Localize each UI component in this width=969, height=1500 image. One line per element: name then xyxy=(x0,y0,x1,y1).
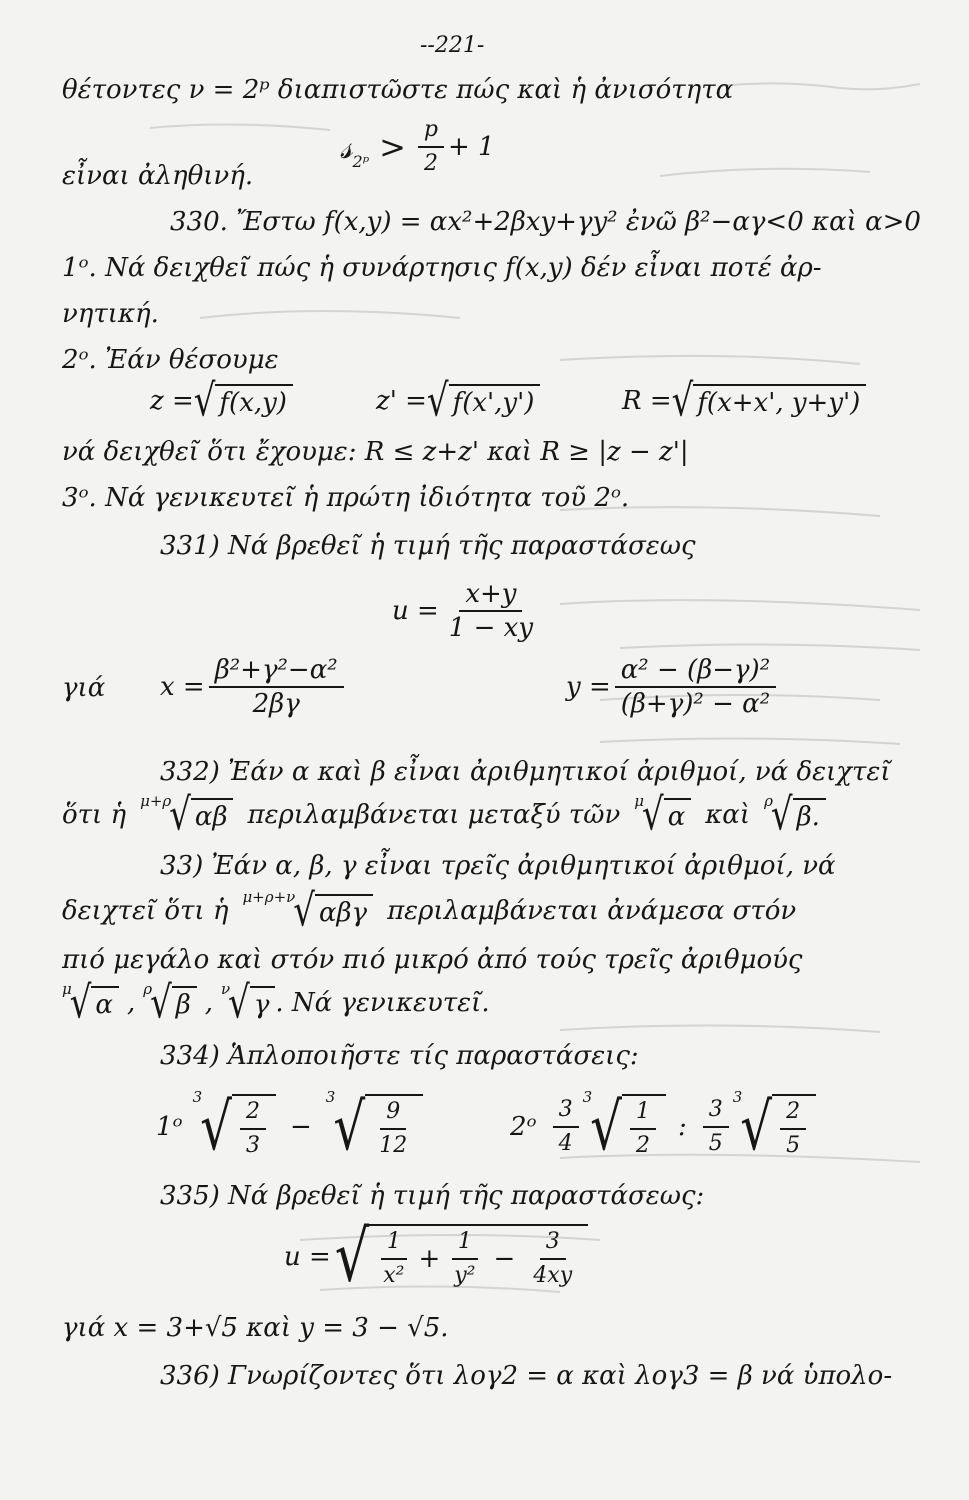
problem-333-line-2 xyxy=(62,885,797,937)
radicand xyxy=(622,1094,666,1160)
radical-sign-icon: √ xyxy=(200,1089,232,1165)
fraction-numerator: 3 xyxy=(553,1096,579,1128)
fraction-numerator: 9 xyxy=(380,1098,406,1130)
fraction-numerator: 3 xyxy=(703,1096,729,1128)
problem-330-part-1-cont: νητική. xyxy=(62,299,159,329)
sqrt-z-prime xyxy=(426,375,541,427)
sqrt-u xyxy=(334,1215,588,1298)
fraction-denominator: 2 xyxy=(423,151,438,176)
root-rho-b xyxy=(143,977,197,1029)
radicand xyxy=(772,1094,816,1160)
R-lhs: R = xyxy=(622,386,672,416)
comma: , xyxy=(126,988,136,1018)
radical-sign-icon: √ xyxy=(740,1089,773,1165)
text-fragment: ὅτι ἡ xyxy=(62,800,127,830)
fraction-numerator: p xyxy=(418,116,444,148)
fraction-u xyxy=(443,580,539,642)
radical-sign-icon: √ xyxy=(770,789,793,841)
radical-sign-icon: √ xyxy=(228,977,250,1029)
problem-330-to-show: νά δειχθεῖ ὅτι ἔχουμε: R ≤ z+z' καὶ R ≥ |z − z'| xyxy=(62,437,689,467)
radicand: γ xyxy=(250,986,276,1020)
fraction-numerator: 1 xyxy=(630,1098,656,1130)
fraction-x xyxy=(209,656,344,718)
fraction-numerator: 2 xyxy=(240,1098,266,1130)
problem-333-line-3: πιό μεγάλο καὶ στόν πιό μικρό ἀπό τούς τρεῖς ἀριθμούς xyxy=(62,945,803,975)
fraction xyxy=(780,1098,806,1160)
cube-root-2-3 xyxy=(192,1088,276,1165)
definition-z xyxy=(150,375,293,427)
root-index: 3 xyxy=(325,1088,336,1106)
fraction-denominator: 4xy xyxy=(533,1263,573,1288)
problem-330-part-1: 1ᵒ. Νά δειχθεῖ πώς ἡ συνάρτησις f(x,y) δέν εἶναι ποτέ ἀρ- xyxy=(62,253,822,283)
fraction-numerator: 1 xyxy=(381,1228,407,1260)
fraction-denominator: 4 xyxy=(558,1131,573,1156)
function-symbol: 𝓈 xyxy=(340,127,353,167)
radical-sign-icon: √ xyxy=(426,375,449,427)
expression-334-1 xyxy=(156,1088,423,1165)
radical-sign-icon: √ xyxy=(590,1089,622,1165)
minus-sign: − xyxy=(493,1244,516,1274)
z-prime-lhs: z' = xyxy=(376,386,427,416)
plus-one: + 1 xyxy=(448,132,495,162)
inequality-formula xyxy=(340,116,495,178)
radicand: α xyxy=(91,986,119,1020)
fraction-numerator: β²+γ²−α² xyxy=(209,656,344,688)
fraction-denominator: 5 xyxy=(708,1131,723,1156)
fraction-denominator: 2βγ xyxy=(252,689,300,719)
cube-root-9-12 xyxy=(325,1088,423,1165)
fraction-numerator: 2 xyxy=(780,1098,806,1130)
expression-u-335 xyxy=(284,1215,588,1298)
fraction-denominator: 2 xyxy=(635,1133,650,1158)
radical-sign-icon: √ xyxy=(334,1215,370,1298)
fraction-denominator: 3 xyxy=(245,1133,260,1158)
radicand: β xyxy=(172,986,197,1020)
problem-330-part-2: 2ᵒ. Ἐάν θέσουμε xyxy=(62,345,279,375)
fraction-numerator: α² − (β−γ)² xyxy=(615,656,776,688)
fraction-denominator: 12 xyxy=(379,1133,408,1158)
problem-335-statement: 335) Νά βρεθεῖ ἡ τιμή τῆς παραστάσεως: xyxy=(160,1181,705,1211)
fraction-numerator: 1 xyxy=(452,1228,478,1260)
root-mu-a xyxy=(634,789,691,841)
minus-sign: − xyxy=(289,1112,312,1142)
expression-334-2 xyxy=(510,1088,816,1165)
radicand: f(x+x', y+y') xyxy=(693,384,866,418)
problem-331-statement: 331) Νά βρεθεῖ ἡ τιμή τῆς παραστάσεως xyxy=(160,531,696,561)
y-lhs: y = xyxy=(566,672,611,702)
radical-sign-icon: √ xyxy=(333,1089,366,1165)
radicand: f(x',y') xyxy=(449,384,541,418)
definition-R xyxy=(622,375,866,427)
radical-sign-icon: √ xyxy=(642,789,664,841)
fraction xyxy=(630,1098,656,1160)
item-label: 2ᵒ xyxy=(510,1112,537,1142)
radical-sign-icon: √ xyxy=(169,789,191,841)
root-index: μ+ρ+ν xyxy=(242,888,296,906)
intro-line: θέτοντες ν = 2ᵖ διαπιστῶστε πώς καὶ ἡ ἀνισότητα xyxy=(62,75,734,105)
text-fragment: περιλαμβάνεται μεταξύ τῶν xyxy=(247,800,621,830)
radical-sign-icon: √ xyxy=(150,977,172,1029)
item-label: 1ᵒ xyxy=(156,1112,183,1142)
plus-sign: + xyxy=(418,1244,441,1274)
fraction-denominator: 1 − xy xyxy=(448,613,534,643)
fraction-p-over-2 xyxy=(418,116,444,178)
page-number: --221- xyxy=(420,33,485,58)
text-fragment: δειχτεῖ ὅτι ἡ xyxy=(62,896,229,926)
root-mu-rho-nu-abg xyxy=(242,885,373,937)
radicand: αβ xyxy=(191,798,234,832)
root-index: 3 xyxy=(582,1088,593,1106)
radicand: f(x,y) xyxy=(215,384,293,418)
radical-sign-icon: √ xyxy=(193,375,216,427)
fraction-denominator: y² xyxy=(454,1263,476,1288)
root-rho-b xyxy=(764,789,826,841)
radicand xyxy=(365,1094,423,1160)
root-index: ρ xyxy=(764,792,773,810)
fraction-denominator: x² xyxy=(383,1263,405,1288)
u-lhs: u = xyxy=(392,596,439,626)
comma: , xyxy=(204,988,214,1018)
problem-336-statement: 336) Γνωρίζοντες ὅτι λογ2 = α καὶ λογ3 = β νά ὑπολο- xyxy=(160,1361,893,1391)
root-mu-rho-ab xyxy=(140,789,233,841)
root-index: μ+ρ xyxy=(140,792,172,810)
expression-u xyxy=(392,580,543,642)
fraction-denominator: 5 xyxy=(786,1133,801,1158)
greater-than: > xyxy=(379,128,406,166)
for-label: γιά xyxy=(62,673,106,703)
z-lhs: z = xyxy=(150,386,194,416)
radicand: α xyxy=(664,798,692,832)
problem-333-statement: 33) Ἐάν α, β, γ εἶναι τρεῖς ἀριθμητικοί ἀριθμοί, νά xyxy=(160,851,836,881)
root-nu-g xyxy=(221,977,275,1029)
text-fragment: καὶ xyxy=(705,800,751,830)
problem-330-part-3: 3ᵒ. Νά γενικευτεῖ ἡ πρώτη ἰδιότητα τοῦ 2ᵒ. xyxy=(62,483,630,513)
root-mu-a xyxy=(62,977,119,1029)
fraction-denominator: (β+γ)² − α² xyxy=(620,689,771,719)
text-fragment: . Νά γενικευτεῖ. xyxy=(275,988,490,1018)
fraction-numerator: 3 xyxy=(540,1228,566,1260)
fraction xyxy=(240,1098,266,1160)
fraction xyxy=(448,1228,481,1290)
root-index: 3 xyxy=(732,1088,743,1106)
fraction xyxy=(553,1096,579,1158)
problem-334-statement: 334) Ἁπλοποιῆστε τίς παραστάσεις: xyxy=(160,1041,639,1071)
radical-sign-icon: √ xyxy=(293,885,315,937)
problem-335-values: γιά x = 3+√5 καὶ y = 3 − √5. xyxy=(62,1313,449,1343)
sqrt-R xyxy=(671,375,867,427)
text-fragment: περιλαμβάνεται ἀνάμεσα στόν xyxy=(387,896,797,926)
expression-y xyxy=(566,656,780,718)
root-index: 3 xyxy=(192,1088,203,1106)
division-sign: : xyxy=(677,1112,687,1142)
fraction xyxy=(377,1228,410,1290)
problem-333-line-4 xyxy=(62,977,490,1029)
problem-332-line-2 xyxy=(62,789,826,841)
radicand xyxy=(369,1224,588,1290)
radical-sign-icon: √ xyxy=(69,977,92,1029)
function-subscript: 2ᵖ xyxy=(352,151,370,171)
root-index: ν xyxy=(221,980,231,998)
fraction xyxy=(527,1228,578,1290)
root-index: μ xyxy=(62,980,72,998)
fraction xyxy=(373,1098,413,1160)
definition-z-prime xyxy=(376,375,540,427)
radicand: αβγ xyxy=(315,894,373,928)
problem-332-statement: 332) Ἐάν α καὶ β εἶναι ἀριθμητικοί ἀριθμοί, νά δειχτεῖ xyxy=(160,757,891,787)
x-lhs: x = xyxy=(160,672,205,702)
cube-root-1-2 xyxy=(582,1088,666,1165)
sqrt-z xyxy=(193,375,293,427)
root-index: μ xyxy=(634,792,645,810)
root-index: ρ xyxy=(143,980,153,998)
expression-x xyxy=(160,656,348,718)
fraction xyxy=(703,1096,729,1158)
problem-330-statement: 330. Ἔστω f(x,y) = αx²+2βxy+γy² ἐνῶ β²−αγ<0 καὶ α>0 xyxy=(170,207,921,237)
u-lhs: u = xyxy=(284,1242,331,1272)
fraction-y xyxy=(615,656,776,718)
radical-sign-icon: √ xyxy=(671,375,694,427)
text-line: εἶναι ἀληθινή. xyxy=(62,161,254,191)
cube-root-2-5 xyxy=(732,1088,816,1165)
radicand xyxy=(232,1094,276,1160)
fraction-numerator: x+y xyxy=(459,580,522,612)
radicand: β. xyxy=(793,798,826,832)
